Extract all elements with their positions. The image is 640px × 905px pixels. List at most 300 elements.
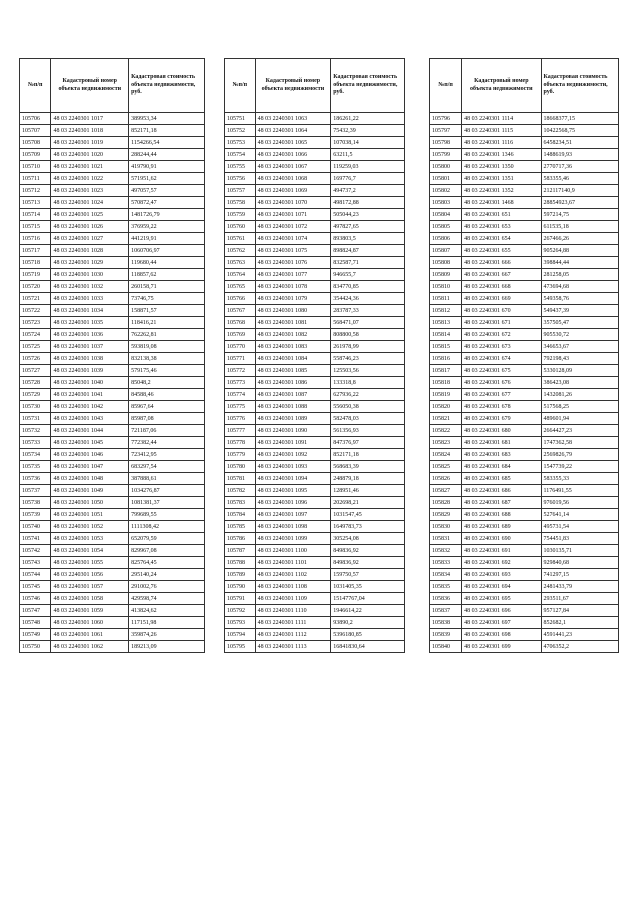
- cadastral-value: 128951,46: [331, 485, 405, 497]
- row-number: 105832: [430, 545, 462, 557]
- row-number: 105823: [430, 437, 462, 449]
- table-row: [430, 497, 619, 509]
- cadastral-number: 48 03 2240301 673: [462, 341, 541, 353]
- cadastral-value: 847376,97: [331, 437, 405, 449]
- cadastral-number: 48 03 2240301 1021: [51, 161, 129, 173]
- cadastral-value: 905530,72: [541, 329, 619, 341]
- cadastral-value: 10422568,75: [541, 125, 619, 137]
- cadastral-value: 549437,39: [541, 305, 619, 317]
- cadastral-value: 1030135,71: [541, 545, 619, 557]
- cadastral-value: 295140,24: [129, 569, 205, 581]
- cadastral-value: 119680,44: [129, 257, 205, 269]
- table-row: [20, 389, 205, 401]
- cadastral-number: 48 03 2240301 1018: [51, 125, 129, 137]
- table-row: [430, 509, 619, 521]
- row-number: 105824: [430, 449, 462, 461]
- table-row: [430, 641, 619, 653]
- table-row: [20, 401, 205, 413]
- cadastral-value: 260158,71: [129, 281, 205, 293]
- row-number: 105731: [20, 413, 51, 425]
- table-row: [20, 113, 205, 125]
- row-number: 105767: [225, 305, 256, 317]
- cadastral-value: 346653,67: [541, 341, 619, 353]
- cadastral-number: 48 03 2240301 1023: [51, 185, 129, 197]
- cadastral-value: 413824,62: [129, 605, 205, 617]
- table-row: [225, 125, 405, 137]
- row-number: 105732: [20, 425, 51, 437]
- cadastral-number: 48 03 2240301 1112: [255, 629, 331, 641]
- row-number: 105706: [20, 113, 51, 125]
- cadastral-number: 48 03 2240301 651: [462, 209, 541, 221]
- cadastral-number: 48 03 2240301 1077: [255, 269, 331, 281]
- row-number: 105814: [430, 329, 462, 341]
- table-row: [225, 137, 405, 149]
- row-number: 105770: [225, 341, 256, 353]
- row-number: 105830: [430, 521, 462, 533]
- table-row: [20, 497, 205, 509]
- table-row: [20, 269, 205, 281]
- cadastral-number: 48 03 2240301 1089: [255, 413, 331, 425]
- table-row: [20, 197, 205, 209]
- cadastral-number: 48 03 2240301 1042: [51, 401, 129, 413]
- row-number: 105763: [225, 257, 256, 269]
- row-number: 105787: [225, 545, 256, 557]
- row-number: 105796: [430, 113, 462, 125]
- table-row: [20, 353, 205, 365]
- cadastral-number: 48 03 2240301 676: [462, 377, 541, 389]
- cadastral-number: 48 03 2240301 1070: [255, 197, 331, 209]
- cadastral-number: 48 03 2240301 1043: [51, 413, 129, 425]
- cadastral-number: 48 03 2240301 694: [462, 581, 541, 593]
- table-row: [225, 173, 405, 185]
- row-number: 105822: [430, 425, 462, 437]
- row-number: 105736: [20, 473, 51, 485]
- cadastral-value: 1031547,45: [331, 509, 405, 521]
- cadastral-number: 48 03 2240301 1093: [255, 461, 331, 473]
- cadastral-value: 441219,91: [129, 233, 205, 245]
- table-row: [225, 617, 405, 629]
- cadastral-value: 85967,64: [129, 401, 205, 413]
- row-number: 105728: [20, 377, 51, 389]
- cadastral-number: 48 03 2240301 675: [462, 365, 541, 377]
- row-number: 105839: [430, 629, 462, 641]
- row-number: 105744: [20, 569, 51, 581]
- cadastral-value: 293511,67: [541, 593, 619, 605]
- cadastral-number: 48 03 2240301 1115: [462, 125, 541, 137]
- cadastral-value: 741297,15: [541, 569, 619, 581]
- cadastral-number: 48 03 2240301 1047: [51, 461, 129, 473]
- cadastral-number: 48 03 2240301 1067: [255, 161, 331, 173]
- row-number: 105718: [20, 257, 51, 269]
- table-row: [20, 425, 205, 437]
- table-row: [225, 341, 405, 353]
- cadastral-value: 627936,22: [331, 389, 405, 401]
- table-row: [20, 509, 205, 521]
- cadastral-value: 1432081,26: [541, 389, 619, 401]
- cadastral-value: 582478,03: [331, 413, 405, 425]
- table-row: [20, 173, 205, 185]
- cadastral-value: 571951,62: [129, 173, 205, 185]
- row-number: 105712: [20, 185, 51, 197]
- cadastral-value: 4591441,23: [541, 629, 619, 641]
- cadastral-number: 48 03 2240301 1055: [51, 557, 129, 569]
- cadastral-value: 1154266,54: [129, 137, 205, 149]
- cadastral-value: 1547739,22: [541, 461, 619, 473]
- cadastral-value: 556050,38: [331, 401, 405, 413]
- table-row: [430, 449, 619, 461]
- row-number: 105784: [225, 509, 256, 521]
- cadastral-number: 48 03 2240301 699: [462, 641, 541, 653]
- cadastral-number: 48 03 2240301 698: [462, 629, 541, 641]
- row-number: 105821: [430, 413, 462, 425]
- cadastral-number: 48 03 2240301 692: [462, 557, 541, 569]
- row-number: 105837: [430, 605, 462, 617]
- cadastral-value: 517568,25: [541, 401, 619, 413]
- cadastral-number: 48 03 2240301 1100: [255, 545, 331, 557]
- header-cadastral-value: Кадастровая стоимость объекта недвижимости, руб.: [541, 59, 619, 113]
- cadastral-number: 48 03 2240301 666: [462, 257, 541, 269]
- cadastral-number: 48 03 2240301 1060: [51, 617, 129, 629]
- row-number: 105726: [20, 353, 51, 365]
- table-row: [225, 293, 405, 305]
- cadastral-value: 85987,08: [129, 413, 205, 425]
- table-row: [20, 593, 205, 605]
- row-number: 105737: [20, 485, 51, 497]
- cadastral-value: 495731,54: [541, 521, 619, 533]
- row-number: 105745: [20, 581, 51, 593]
- cadastral-number: 48 03 2240301 1063: [255, 113, 331, 125]
- table-row: [225, 557, 405, 569]
- cadastral-number: 48 03 2240301 1099: [255, 533, 331, 545]
- table-row: [430, 593, 619, 605]
- cadastral-value: 494737,2: [331, 185, 405, 197]
- cadastral-value: 1481726,79: [129, 209, 205, 221]
- row-number: 105713: [20, 197, 51, 209]
- row-number: 105742: [20, 545, 51, 557]
- table-row: [430, 629, 619, 641]
- cadastral-value: 772382,44: [129, 437, 205, 449]
- cadastral-value: 1031405,35: [331, 581, 405, 593]
- cadastral-number: 48 03 2240301 1081: [255, 317, 331, 329]
- table-row: [225, 605, 405, 617]
- cadastral-value: 359874,26: [129, 629, 205, 641]
- row-number: 105754: [225, 149, 256, 161]
- table-row: [20, 257, 205, 269]
- row-number: 105799: [430, 149, 462, 161]
- row-number: 105771: [225, 353, 256, 365]
- cadastral-value: 93890,2: [331, 617, 405, 629]
- row-number: 105820: [430, 401, 462, 413]
- cadastral-number: 48 03 2240301 1038: [51, 353, 129, 365]
- cadastral-value: 354424,36: [331, 293, 405, 305]
- table-row: [20, 521, 205, 533]
- cadastral-number: 48 03 2240301 1049: [51, 485, 129, 497]
- cadastral-number: 48 03 2240301 1025: [51, 209, 129, 221]
- row-number: 105762: [225, 245, 256, 257]
- row-number: 105738: [20, 497, 51, 509]
- table-row: [225, 245, 405, 257]
- cadastral-number: 48 03 2240301 1059: [51, 605, 129, 617]
- row-number: 105800: [430, 161, 462, 173]
- cadastral-value: 6458234,51: [541, 137, 619, 149]
- cadastral-number: 48 03 2240301 687: [462, 497, 541, 509]
- table-row: [20, 377, 205, 389]
- table-row: [430, 161, 619, 173]
- table-row: [20, 341, 205, 353]
- row-number: 105833: [430, 557, 462, 569]
- cadastral-number: 48 03 2240301 1064: [255, 125, 331, 137]
- row-number: 105812: [430, 305, 462, 317]
- cadastral-value: 261978,99: [331, 341, 405, 353]
- row-number: 105729: [20, 389, 51, 401]
- cadastral-number: 48 03 2240301 667: [462, 269, 541, 281]
- row-number: 105719: [20, 269, 51, 281]
- cadastral-number: 48 03 2240301 1052: [51, 521, 129, 533]
- row-number: 105831: [430, 533, 462, 545]
- row-number: 105747: [20, 605, 51, 617]
- cadastral-value: 2481433,79: [541, 581, 619, 593]
- cadastral-number: 48 03 2240301 1045: [51, 437, 129, 449]
- cadastral-number: 48 03 2240301 688: [462, 509, 541, 521]
- cadastral-number: 48 03 2240301 1075: [255, 245, 331, 257]
- table-row: [225, 269, 405, 281]
- row-number: 105788: [225, 557, 256, 569]
- row-number: 105798: [430, 137, 462, 149]
- cadastral-number: 48 03 2240301 1350: [462, 161, 541, 173]
- table-row: [225, 305, 405, 317]
- row-number: 105740: [20, 521, 51, 533]
- cadastral-value: 1747362,58: [541, 437, 619, 449]
- row-number: 105777: [225, 425, 256, 437]
- table-row: [20, 293, 205, 305]
- cadastral-number: 48 03 2240301 680: [462, 425, 541, 437]
- table-row: [225, 545, 405, 557]
- cadastral-value: 893803,5: [331, 233, 405, 245]
- cadastral-number: 48 03 2240301 695: [462, 593, 541, 605]
- cadastral-number: 48 03 2240301 696: [462, 605, 541, 617]
- cadastral-number: 48 03 2240301 1110: [255, 605, 331, 617]
- cadastral-value: 568471,07: [331, 317, 405, 329]
- row-number: 105766: [225, 293, 256, 305]
- row-number: 105723: [20, 317, 51, 329]
- cadastral-value: 1649783,73: [331, 521, 405, 533]
- row-number: 105765: [225, 281, 256, 293]
- row-number: 105791: [225, 593, 256, 605]
- cadastral-value: 852171,18: [331, 449, 405, 461]
- header-cadastral-number: Кадастровый номер объекта недвижимости: [462, 59, 541, 113]
- cadastral-value: 1176491,55: [541, 485, 619, 497]
- table-header-row: [430, 59, 619, 113]
- row-number: 105715: [20, 221, 51, 233]
- table-row: [20, 449, 205, 461]
- cadastral-value: 118857,62: [129, 269, 205, 281]
- table-row: [225, 569, 405, 581]
- table-row: [225, 149, 405, 161]
- header-num: №п/п: [225, 59, 256, 113]
- row-number: 105752: [225, 125, 256, 137]
- table-row: [20, 485, 205, 497]
- cadastral-value: 611535,18: [541, 221, 619, 233]
- table-row: [430, 353, 619, 365]
- cadastral-value: 652079,59: [129, 533, 205, 545]
- table-row: [430, 317, 619, 329]
- row-number: 105776: [225, 413, 256, 425]
- cadastral-value: 570872,47: [129, 197, 205, 209]
- cadastral-number: 48 03 2240301 1079: [255, 293, 331, 305]
- row-number: 105757: [225, 185, 256, 197]
- cadastral-value: 4706352,2: [541, 641, 619, 653]
- row-number: 105819: [430, 389, 462, 401]
- cadastral-number: 48 03 2240301 1078: [255, 281, 331, 293]
- table-row: [225, 197, 405, 209]
- cadastral-number: 48 03 2240301 1094: [255, 473, 331, 485]
- cadastral-value: 849836,92: [331, 545, 405, 557]
- cadastral-value: 117151,98: [129, 617, 205, 629]
- cadastral-value: 976019,56: [541, 497, 619, 509]
- cadastral-number: 48 03 2240301 1053: [51, 533, 129, 545]
- cadastral-number: 48 03 2240301 1346: [462, 149, 541, 161]
- table-row: [430, 245, 619, 257]
- table-row: [430, 533, 619, 545]
- table-row: [20, 137, 205, 149]
- row-number: 105748: [20, 617, 51, 629]
- table-row: [430, 581, 619, 593]
- cadastral-value: 15147767,04: [331, 593, 405, 605]
- cadastral-value: 561356,93: [331, 425, 405, 437]
- row-number: 105759: [225, 209, 256, 221]
- table-row: [225, 641, 405, 653]
- row-number: 105722: [20, 305, 51, 317]
- row-number: 105739: [20, 509, 51, 521]
- cadastral-value: 683297,54: [129, 461, 205, 473]
- table-row: [225, 485, 405, 497]
- cadastral-number: 48 03 2240301 1048: [51, 473, 129, 485]
- cadastral-number: 48 03 2240301 1084: [255, 353, 331, 365]
- cadastral-number: 48 03 2240301 1114: [462, 113, 541, 125]
- row-number: 105790: [225, 581, 256, 593]
- cadastral-value: 957127,84: [541, 605, 619, 617]
- table-row: [430, 365, 619, 377]
- table-row: [225, 233, 405, 245]
- table-row: [20, 245, 205, 257]
- cadastral-number: 48 03 2240301 1080: [255, 305, 331, 317]
- cadastral-number: 48 03 2240301 1086: [255, 377, 331, 389]
- cadastral-number: 48 03 2240301 1056: [51, 569, 129, 581]
- row-number: 105716: [20, 233, 51, 245]
- row-number: 105827: [430, 485, 462, 497]
- cadastral-value: 832138,38: [129, 353, 205, 365]
- cadastral-value: 16841830,64: [331, 641, 405, 653]
- row-number: 105755: [225, 161, 256, 173]
- cadastral-value: 429598,74: [129, 593, 205, 605]
- cadastral-value: 357505,47: [541, 317, 619, 329]
- row-number: 105727: [20, 365, 51, 377]
- row-number: 105829: [430, 509, 462, 521]
- row-number: 105838: [430, 617, 462, 629]
- cadastral-value: 283787,33: [331, 305, 405, 317]
- cadastral-number: 48 03 2240301 674: [462, 353, 541, 365]
- table-row: [430, 473, 619, 485]
- table-row: [20, 629, 205, 641]
- table-row: [20, 641, 205, 653]
- row-number: 105806: [430, 233, 462, 245]
- row-number: 105749: [20, 629, 51, 641]
- table-row: [430, 257, 619, 269]
- row-number: 105758: [225, 197, 256, 209]
- cadastral-value: 305254,08: [331, 533, 405, 545]
- cadastral-number: 48 03 2240301 1040: [51, 377, 129, 389]
- row-number: 105783: [225, 497, 256, 509]
- row-number: 105708: [20, 137, 51, 149]
- cadastral-number: 48 03 2240301 1468: [462, 197, 541, 209]
- row-number: 105810: [430, 281, 462, 293]
- cadastral-value: 186261,22: [331, 113, 405, 125]
- row-number: 105768: [225, 317, 256, 329]
- cadastral-number: 48 03 2240301 1352: [462, 185, 541, 197]
- cadastral-value: 267466,26: [541, 233, 619, 245]
- table-row: [430, 617, 619, 629]
- table-row: [225, 497, 405, 509]
- row-number: 105751: [225, 113, 256, 125]
- table-row: [430, 413, 619, 425]
- cadastral-value: 832587,71: [331, 257, 405, 269]
- row-number: 105802: [430, 185, 462, 197]
- cadastral-number: 48 03 2240301 1030: [51, 269, 129, 281]
- cadastral-number: 48 03 2240301 1058: [51, 593, 129, 605]
- table-row: [430, 521, 619, 533]
- row-number: 105769: [225, 329, 256, 341]
- row-number: 105786: [225, 533, 256, 545]
- cadastral-number: 48 03 2240301 1037: [51, 341, 129, 353]
- cadastral-value: 825764,45: [129, 557, 205, 569]
- cadastral-value: 2770717,36: [541, 161, 619, 173]
- row-number: 105779: [225, 449, 256, 461]
- table-row: [430, 485, 619, 497]
- cadastral-value: 497057,57: [129, 185, 205, 197]
- cadastral-number: 48 03 2240301 1088: [255, 401, 331, 413]
- cadastral-number: 48 03 2240301 1082: [255, 329, 331, 341]
- table-row: [430, 149, 619, 161]
- cadastral-value: 505044,23: [331, 209, 405, 221]
- cadastral-value: 288244,44: [129, 149, 205, 161]
- cadastral-number: 48 03 2240301 1039: [51, 365, 129, 377]
- row-number: 105826: [430, 473, 462, 485]
- cadastral-number: 48 03 2240301 1085: [255, 365, 331, 377]
- cadastral-value: 107038,14: [331, 137, 405, 149]
- cadastral-number: 48 03 2240301 1033: [51, 293, 129, 305]
- table-row: [20, 281, 205, 293]
- table-row: [430, 269, 619, 281]
- cadastral-number: 48 03 2240301 1057: [51, 581, 129, 593]
- table-row: [225, 425, 405, 437]
- table-row: [225, 581, 405, 593]
- table-row: [20, 329, 205, 341]
- cadastral-number: 48 03 2240301 1034: [51, 305, 129, 317]
- header-cadastral-number: Кадастровый номер объекта недвижимости: [255, 59, 331, 113]
- row-number: 105760: [225, 221, 256, 233]
- table-header-row: [225, 59, 405, 113]
- row-number: 105717: [20, 245, 51, 257]
- table-row: [20, 233, 205, 245]
- cadastral-value: 2664427,23: [541, 425, 619, 437]
- table-row: [225, 281, 405, 293]
- table-row: [225, 437, 405, 449]
- cadastral-value: 1034276,87: [129, 485, 205, 497]
- cadastral-number: 48 03 2240301 670: [462, 305, 541, 317]
- table-row: [225, 401, 405, 413]
- table-row: [20, 149, 205, 161]
- cadastral-number: 48 03 2240301 686: [462, 485, 541, 497]
